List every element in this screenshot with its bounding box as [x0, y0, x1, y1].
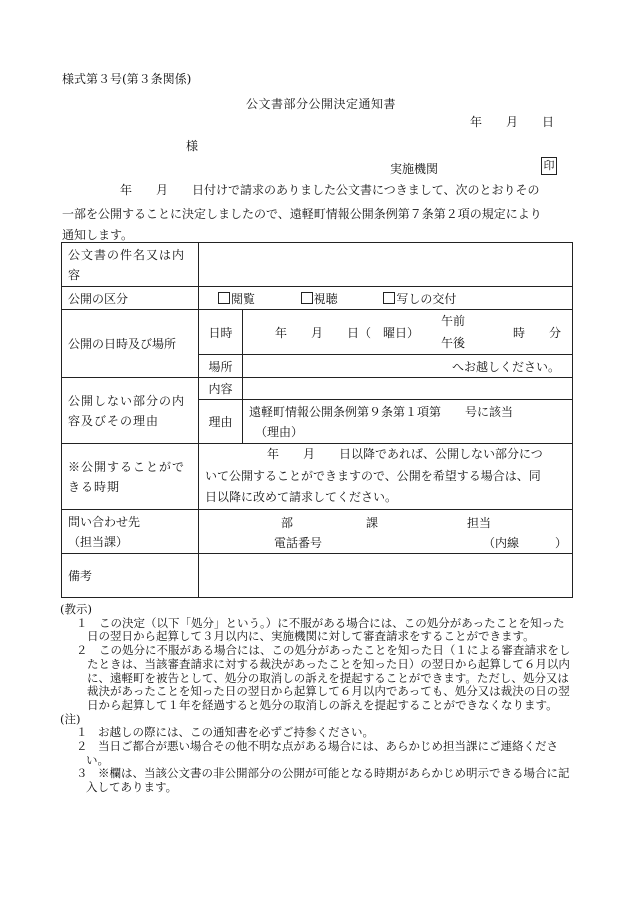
contact-label: 問い合わせ先 （担当課）	[62, 510, 199, 554]
issuer-label: 実施機関	[390, 162, 439, 176]
future-disclosure-text: 年 月 日以降であれば、公開しない部分につ いて公開することができますので、公開を希望する場合は、同 日以降に改めて請求してください。	[199, 444, 573, 510]
contact-value[interactable]: 部 課 担当 電話番号 （内線 ）	[199, 510, 573, 554]
date-line: 年 月 日	[470, 115, 555, 129]
remarks-value[interactable]	[199, 554, 573, 598]
teaching-header: (教示)	[60, 602, 92, 616]
content-value[interactable]	[243, 378, 573, 400]
category-label: 公開の区分	[62, 287, 199, 310]
schedule-label: 公開の日時及び場所	[62, 310, 199, 378]
checkbox-audio-visual[interactable]: 視聴	[301, 292, 338, 306]
body-line-1: 年 月 日付けで請求のありました公文書につきまして、次のとおりその	[120, 183, 540, 197]
form-number-label: 様式第３号(第３条関係)	[62, 72, 192, 86]
doc-name-row	[62, 243, 573, 287]
remarks-label: 備考	[62, 554, 199, 598]
checkbox-view[interactable]: 閲覧	[218, 292, 255, 306]
nondisclosed-label: 公開しない部分の内 容及びその理由	[62, 378, 199, 444]
am-label: 午前	[441, 314, 466, 328]
content-label: 内容	[199, 378, 243, 400]
notes-section	[60, 603, 575, 795]
note-item: ２ 当日ご都合が悪い場合その他不明な点がある場合には、あらかじめ担当課にご連絡ください。	[76, 739, 558, 767]
doc-name-label: 公文書の件名又は内 容	[62, 243, 199, 287]
contact-row	[62, 510, 573, 554]
document-title: 公文書部分公開決定通知書	[246, 97, 397, 111]
nondisclosed-content-row	[62, 378, 573, 400]
reason-label: 理由	[199, 400, 243, 444]
datetime-value[interactable]: 年 月 日（ 曜日） 午前 午後 時 分	[243, 310, 573, 355]
reason-value[interactable]: 遠軽町情報公開条例第９条第１項第 号に該当 （理由）	[243, 400, 573, 444]
place-label: 場所	[199, 355, 243, 378]
note-item: １ お越しの際には、この通知書を必ずご持参ください。	[76, 725, 374, 740]
place-value[interactable]: へお越しください。	[243, 355, 573, 378]
body-line-2: 一部を公開することに決定しましたので、遠軽町情報公開条例第７条第２項の規定により	[62, 207, 542, 221]
remarks-row	[62, 554, 573, 598]
future-disclosure-label: ※公開することがで きる時期	[62, 444, 199, 510]
time-value: 時 分	[513, 326, 562, 340]
note-item: ３ ※欄は、当該公文書の非公開部分の公開が可能となる時期があらかじめ明示できる場合に記入してあります。	[76, 766, 570, 795]
teaching-item: ２ この処分に不服がある場合には、この処分があったことを知った日（１による審査請求をしたときは、当該審査請求に対する裁決があったことを知った日）の翌日から起算して６月以内に、遠軽町を被告として、処分の取消しの訴えを提起することができます。ただし、処分又は裁決があったことを知った日の翌日から起算して６月以内であっても、処分又は裁決の日の翌日から起算して１年を経過すると処分の取消しの訴えを提起することができなくなります。	[76, 643, 571, 712]
addressee-suffix: 様	[186, 139, 199, 153]
pm-label: 午後	[441, 336, 466, 350]
teaching-item: １ この決定（以下「処分」という。）に不服がある場合には、この処分があったことを知った日の翌日から起算して３月以内に、実施機関に対して審査請求をすることができます。	[76, 615, 565, 644]
datetime-label: 日時	[199, 310, 243, 355]
note-header: (注)	[60, 711, 81, 726]
category-options	[199, 287, 573, 310]
category-row	[62, 287, 573, 310]
seal-mark: 印	[541, 157, 557, 175]
decision-table	[61, 242, 573, 598]
schedule-datetime-row	[62, 310, 573, 355]
body-line-3: 通知します。	[62, 228, 134, 242]
future-disclosure-row	[62, 444, 573, 510]
checkbox-copy[interactable]: 写しの交付	[383, 292, 456, 306]
doc-name-value[interactable]	[199, 243, 573, 287]
